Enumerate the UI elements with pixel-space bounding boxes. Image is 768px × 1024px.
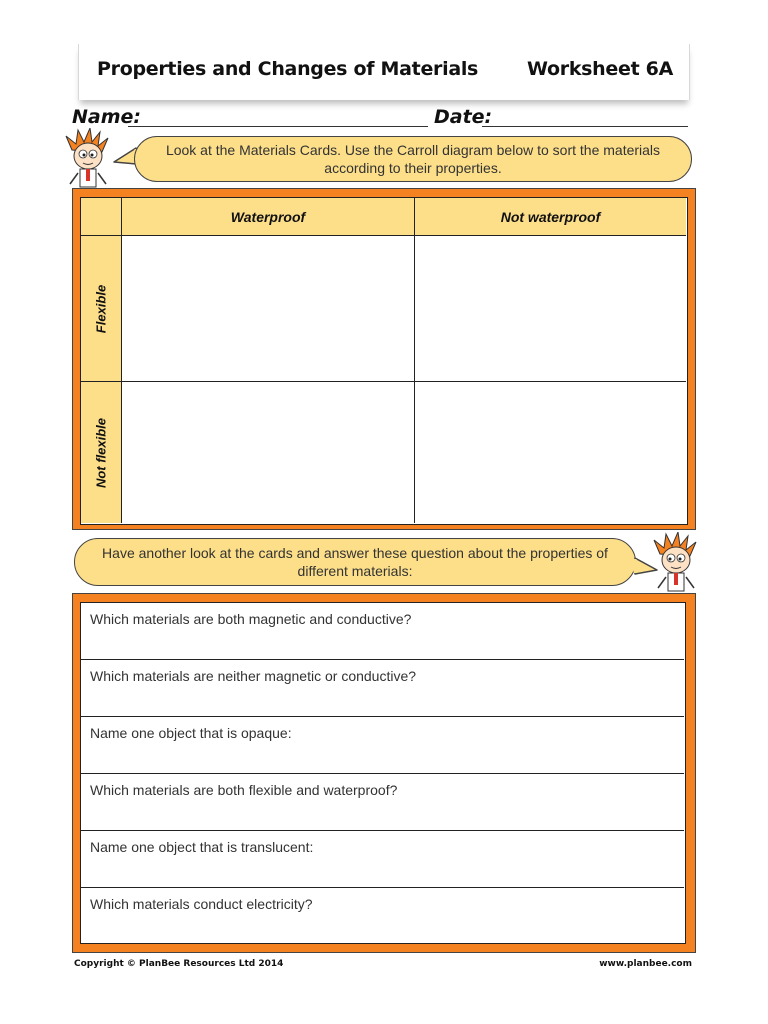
row-header-flexible-label: Flexible bbox=[93, 284, 109, 333]
question-text: Name one object that is translucent: bbox=[90, 839, 314, 855]
questions-grid bbox=[80, 602, 686, 944]
cell-not-flexible-waterproof[interactable] bbox=[122, 382, 415, 523]
footer-website: www.planbee.com bbox=[599, 959, 692, 969]
question-text: Name one object that is opaque: bbox=[90, 725, 292, 741]
cell-flexible-not-waterproof[interactable] bbox=[415, 236, 686, 382]
worksheet-header bbox=[78, 44, 690, 100]
cell-not-flexible-not-waterproof[interactable] bbox=[415, 382, 686, 523]
instruction-bubble-1: Look at the Materials Cards. Use the Carroll diagram below to sort the materials according to their properties. bbox=[134, 136, 692, 182]
name-field[interactable] bbox=[128, 126, 428, 127]
column-header-not-waterproof: Not waterproof bbox=[415, 198, 686, 236]
date-field[interactable] bbox=[482, 126, 688, 127]
question-text: Which materials are neither magnetic or conductive? bbox=[90, 668, 417, 684]
questions-table bbox=[72, 593, 696, 953]
date-label: Date: bbox=[434, 106, 493, 128]
question-text: Which materials conduct electricity? bbox=[90, 896, 313, 912]
instruction-bubble-2: Have another look at the cards and answer these question about the properties of different materials: bbox=[74, 538, 636, 586]
row-header-not-flexible-label: Not flexible bbox=[93, 417, 109, 488]
worksheet-number: Worksheet 6A bbox=[527, 58, 673, 80]
row-header-flexible bbox=[81, 236, 122, 382]
question-row[interactable] bbox=[81, 603, 684, 660]
question-row[interactable] bbox=[81, 774, 684, 831]
cell-flexible-waterproof[interactable] bbox=[122, 236, 415, 382]
worksheet-title: Properties and Changes of Materials bbox=[97, 58, 479, 80]
question-text: Which materials are both magnetic and conductive? bbox=[90, 611, 412, 627]
footer-copyright: Copyright © PlanBee Resources Ltd 2014 bbox=[74, 959, 284, 969]
name-label: Name: bbox=[72, 106, 142, 128]
cartoon-boy-mascot-icon bbox=[648, 532, 710, 594]
carroll-corner bbox=[81, 198, 122, 236]
name-date-row bbox=[72, 106, 692, 132]
carroll-diagram bbox=[72, 188, 696, 530]
question-text: Which materials are both flexible and waterproof? bbox=[90, 782, 398, 798]
question-row[interactable] bbox=[81, 831, 684, 888]
question-row[interactable] bbox=[81, 717, 684, 774]
carroll-grid bbox=[80, 197, 688, 525]
row-header-not-flexible bbox=[81, 382, 122, 523]
column-header-waterproof: Waterproof bbox=[122, 198, 415, 236]
question-row[interactable] bbox=[81, 660, 684, 717]
question-row[interactable] bbox=[81, 888, 684, 945]
